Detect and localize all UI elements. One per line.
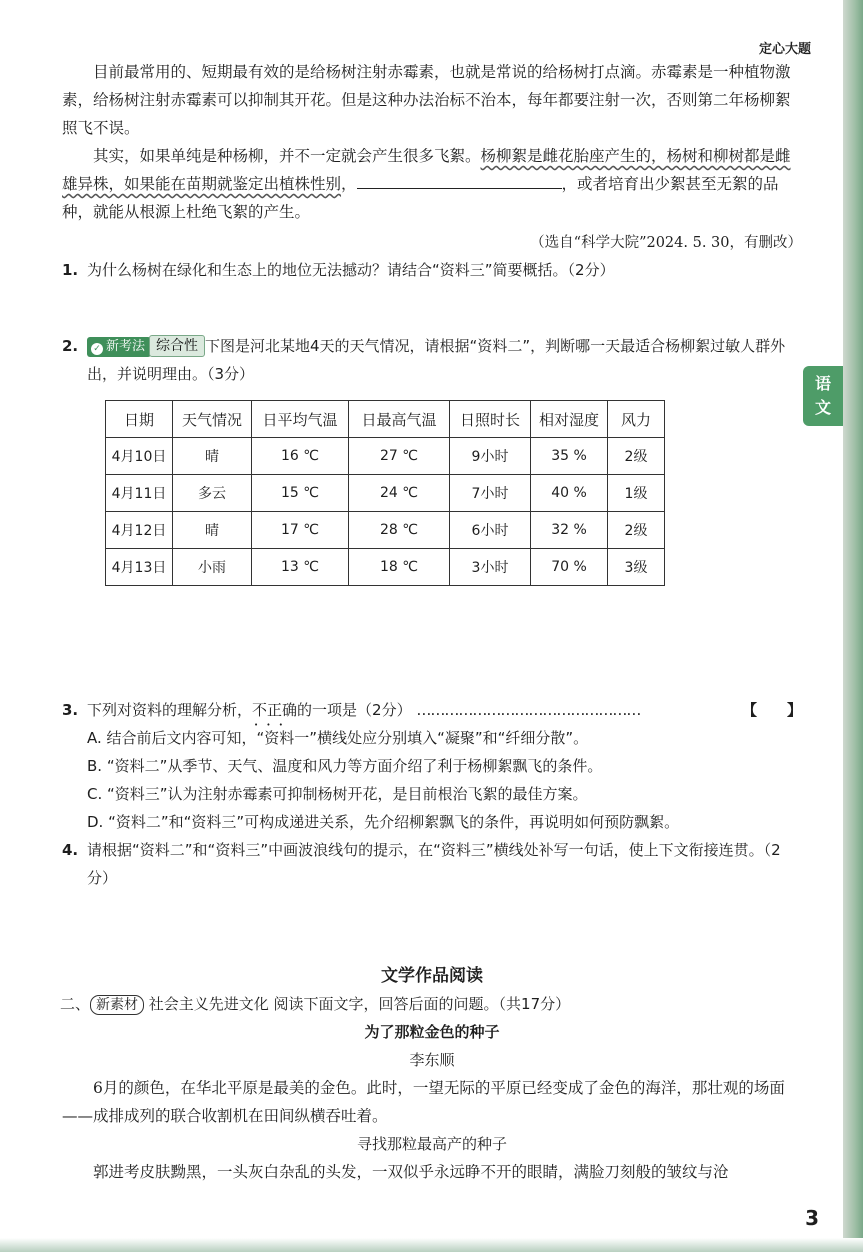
question-2 [62,332,802,388]
option-b[interactable]: B. “资料二”从季节、天气、温度和风力等方面介绍了利于杨柳絮飘飞的条件。 [87,757,603,775]
passage-paragraph-2 [62,142,802,226]
table-cell: 9小时 [450,438,531,475]
question-1 [62,256,802,284]
article-paragraph-1: 6月的颜色，在华北平原是最美的金色。此时，一望无际的平原已经变成了金色的海洋，那壮观的场面——成排成列的联合收割机在田间纵横吞吐着。 [62,1079,785,1125]
table-cell: 多云 [173,475,252,512]
table-row [106,512,665,549]
page-bottom-edge [0,1238,863,1252]
question-number: 4. [62,841,79,859]
table-cell: 4月12日 [106,512,173,549]
p2-end: ，或者培育出少絮甚至无絮的品种，就能从根源上杜绝飞絮的产生。 [62,175,779,221]
option-c[interactable]: C. “资料三”认为注射赤霉素可抑制杨树开花，是目前根治飞絮的最佳方案。 [87,785,588,803]
table-header-cell: 日平均气温 [252,401,349,438]
page-edge-shadow [843,0,863,1252]
article-subheading: 寻找那粒最高产的种子 [356,1135,507,1153]
table-cell: 2级 [608,512,665,549]
dotted-leader: ………………………………………… [416,701,641,719]
p2-start: 其实，如果单纯是种杨柳，并不一定就会产生很多飞絮。 [93,147,481,165]
new-material-badge: 新素材 [90,995,144,1015]
table-cell: 13 ℃ [252,549,349,586]
table-cell: 70 % [531,549,608,586]
article-author: 李东顺 [409,1051,455,1069]
part-intro-text: 社会主义先进文化 阅读下面文字，回答后面的问题。（共17分） [144,995,571,1013]
table-header-cell: 日最高气温 [349,401,450,438]
table-cell: 27 ℃ [349,438,450,475]
table-row [106,475,665,512]
table-cell: 4月11日 [106,475,173,512]
question-number: 1. [62,261,79,279]
page-content [62,58,802,1186]
subject-side-tab [803,366,843,426]
table-cell: 晴 [173,512,252,549]
table-cell: 18 ℃ [349,549,450,586]
option-a[interactable]: A. 结合前后文内容可知，“资料一”横线处应分别填入“凝聚”和“纤细分散”。 [87,729,589,747]
passage-paragraph-1: 目前最常用的、短期最有效的是给杨树注射赤霉素，也就是常说的给杨树打点滴。赤霉素是一种植物激素，给杨树注射赤霉素可以抑制其开花。但是这种办法治标不治本，每年都要注射一次，否则第二年杨柳絮照飞不误。 [62,63,791,137]
table-header-cell: 日期 [106,401,173,438]
question-text-before: 下列对资料的理解分析， [87,701,253,719]
emphasis-dotted-text: 不正确 • • • [252,696,297,724]
question-4 [62,836,802,892]
table-cell: 小雨 [173,549,252,586]
question-number: 2. [62,337,79,355]
table-cell: 40 % [531,475,608,512]
question-text: 下图是河北某地4天的天气情况，请根据“资料二”，判断哪一天最适合杨柳絮过敏人群外出，并说明理由。（3分） [87,337,786,383]
table-header-cell: 相对湿度 [531,401,608,438]
table-cell: 3小时 [450,549,531,586]
table-cell: 1级 [608,475,665,512]
comprehensive-badge: 综合性 [149,335,205,357]
table-cell: 4月13日 [106,549,173,586]
article-title: 为了那粒金色的种子 [364,1023,500,1041]
table-cell: 28 ℃ [349,512,450,549]
table-header-cell: 风力 [608,401,665,438]
table-header-cell: 天气情况 [173,401,252,438]
new-method-badge [87,337,151,357]
table-cell: 2级 [608,438,665,475]
table-cell: 24 ℃ [349,475,450,512]
fill-in-blank-line[interactable] [357,172,562,189]
table-header-cell: 日照时长 [450,401,531,438]
answer-bracket[interactable]: 【 】 [741,701,802,719]
badge-new-label: 新考法 [106,339,146,354]
table-cell: 35 % [531,438,608,475]
table-cell: 6小时 [450,512,531,549]
passage-source: （选自“科学大院”2024. 5. 30，有删改） [530,235,802,251]
page-header-label: 定心大题 [758,42,811,57]
question-number: 3. [62,701,79,719]
table-cell: 15 ℃ [252,475,349,512]
side-tab-char-1: 语 [814,374,831,393]
side-tab-char-2: 文 [814,398,831,417]
table-cell: 16 ℃ [252,438,349,475]
question-text: 为什么杨树在绿化和生态上的地位无法撼动？请结合“资料三”简要概括。（2分） [87,261,615,279]
table-cell: 32 % [531,512,608,549]
table-header-row [106,401,665,438]
table-cell: 17 ℃ [252,512,349,549]
table-cell: 7小时 [450,475,531,512]
question-3 [62,696,802,724]
section-title: 文学作品阅读 [381,966,483,986]
question-text-after: 的一项是（2分） [297,701,412,719]
page-number: 3 [805,1206,819,1230]
weather-table [105,400,665,586]
table-row [106,438,665,475]
table-row [106,549,665,586]
option-d[interactable]: D. “资料二”和“资料三”可构成递进关系，先介绍柳絮飘飞的条件，再说明如何预防飘絮。 [87,813,680,831]
table-cell: 4月10日 [106,438,173,475]
wavy-underlined-sentence: 杨柳絮是雌花胎座产生的，杨树和柳树都是雌雄异株，如果能在苗期就鉴定出植株性别 [62,147,791,193]
part-two-intro [60,990,802,1018]
lightbulb-icon: ✓ [91,343,103,355]
part-label: 二、 [60,995,91,1013]
article-paragraph-2: 郭进考皮肤黝黑，一头灰白杂乱的头发，一双似乎永远睁不开的眼睛，满脸刀刻般的皱纹与沧 [93,1163,729,1181]
table-cell: 3级 [608,549,665,586]
p2-comma: ， [341,175,357,193]
question-text: 请根据“资料二”和“资料三”中画波浪线句的提示，在“资料三”横线处补写一句话，使上下文衔接连贯。（2分） [87,841,781,887]
table-cell: 晴 [173,438,252,475]
